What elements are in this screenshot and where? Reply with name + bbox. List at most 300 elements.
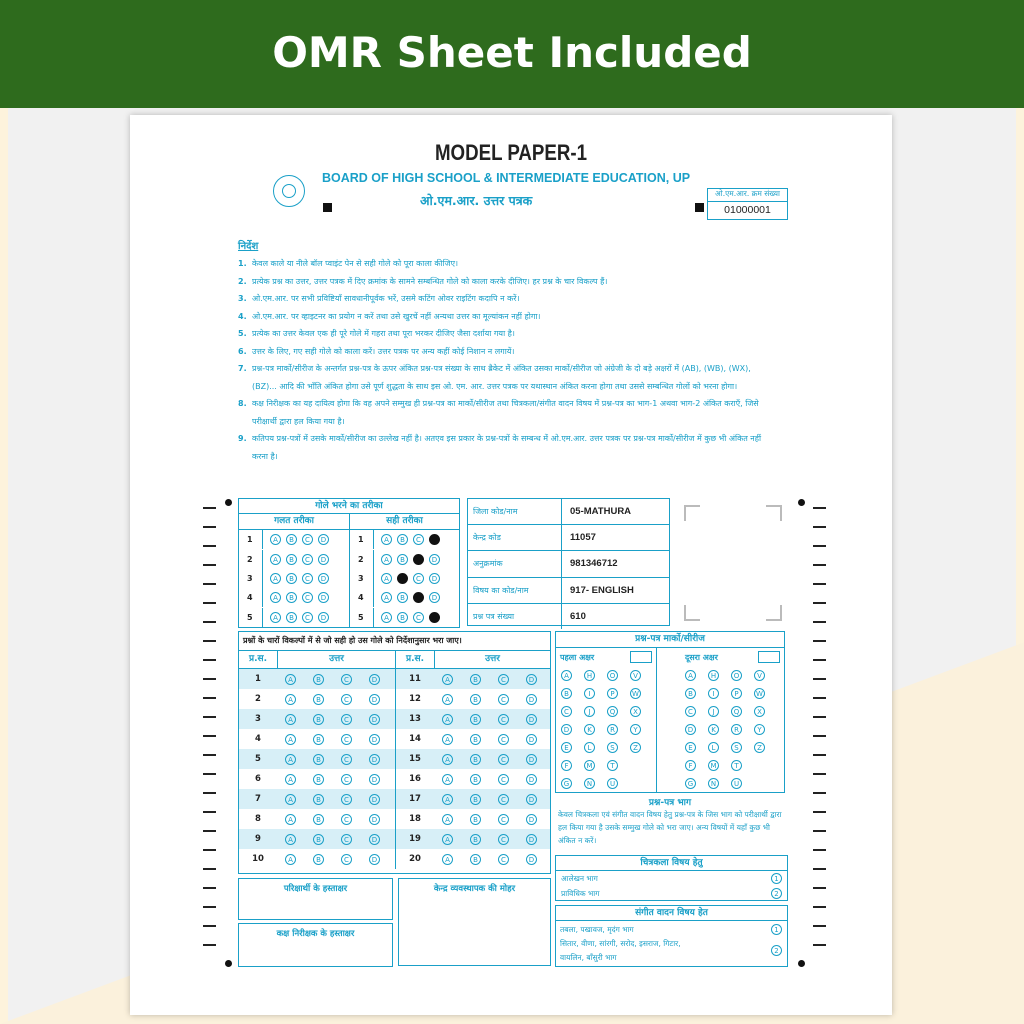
series-row — [561, 684, 656, 702]
option-bubble[interactable]: D — [369, 854, 380, 865]
info-value[interactable]: 981346712 — [570, 558, 618, 570]
question-row — [396, 809, 550, 829]
music-box — [555, 905, 788, 967]
timing-tick — [203, 944, 216, 946]
second-letter-label: दूसरा अक्षर — [685, 652, 718, 662]
option-bubble[interactable]: C — [341, 694, 352, 705]
option-bubble[interactable]: B — [397, 592, 408, 603]
instruction-number: 9. — [238, 434, 247, 443]
option-bubble[interactable]: C — [498, 774, 509, 785]
option-bubble[interactable]: C — [341, 714, 352, 725]
instructions-heading: निर्देश — [238, 241, 259, 252]
music-part-2-bubble[interactable]: 2 — [771, 945, 782, 956]
row-number: 2 — [247, 554, 253, 564]
option-bubble[interactable]: B — [397, 573, 408, 584]
option-bubble[interactable]: C — [498, 854, 509, 865]
option-bubble[interactable]: A — [442, 674, 453, 685]
music-line-2: सितार, वीणा, सांरगी, सरोद, इसराज, गिटार, — [560, 939, 681, 948]
banner — [0, 0, 1024, 108]
option-bubble[interactable]: D — [526, 674, 537, 685]
option-bubble[interactable]: W — [754, 688, 765, 699]
instruction-item — [238, 430, 768, 465]
option-bubble[interactable]: C — [498, 694, 509, 705]
option-bubble[interactable]: C — [302, 534, 313, 545]
option-bubble[interactable]: B — [470, 854, 481, 865]
option-bubble[interactable]: B — [313, 674, 324, 685]
instruction-text: केवल काले या नीले बॉल प्वाइंट पेन से सही गोले को पूरा काला कीजिए। — [252, 259, 459, 268]
option-bubble[interactable]: A — [285, 834, 296, 845]
option-bubble[interactable]: B — [313, 694, 324, 705]
option-bubble[interactable]: B — [286, 612, 297, 623]
option-bubble[interactable]: B — [286, 592, 297, 603]
music-title: संगीत वादन विषय हेत — [556, 906, 787, 921]
option-bubble[interactable]: B — [470, 834, 481, 845]
option-bubble[interactable]: N — [708, 778, 719, 789]
second-letter-bubbles[interactable] — [657, 666, 784, 792]
option-bubble[interactable]: C — [498, 674, 509, 685]
part-text: केवल चित्रकला एवं संगीत वादन विषय हेतु प्रश्न-पत्र के जिस भाग को परीक्षार्थी द्वारा हल किया गया है उसके सम्मुख गोले को भरा जाए। अन्य विषयों में यहाँ कुछ भी अंकित न करें। — [558, 810, 782, 845]
option-bubble[interactable]: D — [369, 834, 380, 845]
candidate-signature-box[interactable] — [238, 878, 393, 920]
timing-tick — [203, 773, 216, 775]
option-bubble[interactable]: M — [584, 760, 595, 771]
board-name: BOARD OF HIGH SCHOOL & INTERMEDIATE EDUCATION, UP — [322, 171, 691, 185]
timing-tick — [813, 621, 826, 623]
timing-tick — [203, 830, 216, 832]
option-bubble[interactable]: A — [442, 774, 453, 785]
question-row — [396, 789, 550, 809]
option-bubble[interactable]: P — [731, 688, 742, 699]
question-number: 1 — [255, 674, 261, 684]
option-bubble[interactable]: U — [607, 778, 618, 789]
series-row — [561, 738, 656, 756]
banner-title: OMR Sheet Included — [272, 28, 752, 77]
option-bubble[interactable]: X — [630, 706, 641, 717]
option-bubble[interactable]: B — [313, 754, 324, 765]
timing-tick — [203, 849, 216, 851]
option-bubble[interactable]: D — [318, 592, 329, 603]
center-seal-label: केन्द्र व्यवस्थापक की मोहर — [433, 884, 516, 894]
timing-tick — [203, 621, 216, 623]
series-row — [685, 738, 784, 756]
question-row — [239, 809, 395, 829]
option-bubble[interactable]: C — [561, 706, 572, 717]
option-bubble[interactable]: H — [708, 670, 719, 681]
option-bubble[interactable]: C — [341, 834, 352, 845]
option-bubble[interactable]: A — [442, 734, 453, 745]
series-row — [561, 666, 656, 684]
part-title: प्रश्न-पत्र भाग — [648, 798, 692, 808]
timing-tick — [203, 887, 216, 889]
timing-tick — [203, 526, 216, 528]
option-bubble[interactable]: D — [369, 774, 380, 785]
question-row — [239, 729, 395, 749]
info-label: जिला कोड/नाम — [468, 499, 562, 524]
option-bubble[interactable]: D — [429, 592, 440, 603]
option-bubble[interactable]: B — [313, 814, 324, 825]
question-number: 4 — [255, 734, 261, 744]
option-bubble[interactable]: C — [413, 592, 424, 603]
option-bubble[interactable]: C — [413, 612, 424, 623]
timing-tick — [813, 754, 826, 756]
option-bubble[interactable]: D — [369, 694, 380, 705]
option-bubble[interactable]: A — [285, 754, 296, 765]
option-bubble[interactable]: C — [413, 534, 424, 545]
option-bubble[interactable]: D — [526, 834, 537, 845]
instruction-item — [238, 395, 768, 430]
option-bubble[interactable]: B — [470, 674, 481, 685]
option-bubble[interactable]: C — [413, 554, 424, 565]
option-bubble[interactable]: C — [341, 734, 352, 745]
option-bubble[interactable]: M — [708, 760, 719, 771]
instruction-number: 3. — [238, 294, 247, 303]
option-bubble[interactable]: C — [685, 706, 696, 717]
option-bubble[interactable]: A — [381, 573, 392, 584]
question-number: 9 — [255, 834, 261, 844]
row-number: 2 — [358, 554, 364, 564]
option-bubble[interactable]: O — [607, 670, 618, 681]
answer-label: उत्तर — [329, 654, 344, 664]
option-bubble[interactable]: C — [341, 814, 352, 825]
question-number: 11 — [409, 674, 421, 684]
option-bubble[interactable]: Q — [607, 706, 618, 717]
option-bubble[interactable]: B — [286, 534, 297, 545]
option-bubble[interactable]: C — [498, 814, 509, 825]
option-bubble[interactable]: B — [685, 688, 696, 699]
option-bubble[interactable]: B — [286, 573, 297, 584]
music-part-1-bubble[interactable]: 1 — [771, 924, 782, 935]
option-bubble[interactable]: A — [381, 554, 392, 565]
option-bubble[interactable]: D — [429, 612, 440, 623]
option-bubble[interactable]: J — [584, 706, 595, 717]
option-bubble[interactable]: B — [470, 794, 481, 805]
model-paper-title: MODEL PAPER-1 — [434, 140, 588, 165]
photo-area — [684, 505, 782, 621]
option-bubble[interactable]: C — [341, 794, 352, 805]
option-bubble[interactable]: D — [369, 794, 380, 805]
timing-tick — [203, 735, 216, 737]
option-bubble[interactable]: E — [685, 742, 696, 753]
right-method-row — [350, 608, 459, 627]
invigilator-signature-box[interactable] — [238, 923, 393, 967]
option-bubble[interactable]: A — [285, 814, 296, 825]
timing-mark-icon — [323, 203, 332, 212]
option-bubble[interactable]: O — [731, 670, 742, 681]
option-bubble[interactable]: C — [302, 592, 313, 603]
option-bubble[interactable]: B — [470, 774, 481, 785]
option-bubble[interactable]: A — [270, 534, 281, 545]
option-bubble[interactable]: B — [313, 714, 324, 725]
option-bubble[interactable]: C — [302, 612, 313, 623]
timing-tick — [813, 925, 826, 927]
option-bubble[interactable]: V — [754, 670, 765, 681]
option-bubble[interactable]: L — [584, 742, 595, 753]
option-bubble[interactable]: B — [313, 794, 324, 805]
option-bubble[interactable]: Y — [630, 724, 641, 735]
option-bubble[interactable]: D — [369, 814, 380, 825]
option-bubble[interactable]: A — [285, 674, 296, 685]
option-bubble[interactable]: D — [369, 734, 380, 745]
question-row — [239, 769, 395, 789]
option-bubble[interactable]: J — [708, 706, 719, 717]
option-bubble[interactable]: C — [341, 774, 352, 785]
answer-column-right — [396, 669, 550, 869]
option-bubble[interactable]: B — [470, 814, 481, 825]
option-bubble[interactable]: A — [270, 592, 281, 603]
question-number: 20 — [409, 854, 421, 864]
question-number: 14 — [409, 734, 421, 744]
option-bubble[interactable]: I — [708, 688, 719, 699]
option-bubble[interactable]: B — [470, 734, 481, 745]
drawing-part-bubble[interactable]: 1 — [771, 873, 782, 884]
option-bubble[interactable]: A — [270, 573, 281, 584]
option-bubble[interactable]: T — [731, 760, 742, 771]
option-bubble[interactable]: G — [561, 778, 572, 789]
option-bubble[interactable]: D — [526, 754, 537, 765]
option-bubble[interactable]: C — [498, 794, 509, 805]
option-bubble[interactable]: A — [285, 774, 296, 785]
option-bubble[interactable]: D — [429, 554, 440, 565]
option-bubble[interactable]: A — [442, 794, 453, 805]
option-bubble[interactable]: D — [318, 534, 329, 545]
timing-tick — [813, 659, 826, 661]
option-bubble[interactable]: A — [285, 854, 296, 865]
option-bubble[interactable]: D — [526, 854, 537, 865]
question-number: 3 — [255, 714, 261, 724]
option-bubble[interactable]: B — [313, 854, 324, 865]
option-bubble[interactable]: C — [302, 554, 313, 565]
option-bubble[interactable]: D — [318, 573, 329, 584]
option-bubble[interactable]: A — [442, 854, 453, 865]
option-bubble[interactable]: D — [526, 694, 537, 705]
option-bubble[interactable]: Z — [754, 742, 765, 753]
info-row — [468, 604, 669, 629]
series-row — [561, 756, 656, 774]
option-bubble[interactable]: K — [708, 724, 719, 735]
option-bubble[interactable]: D — [561, 724, 572, 735]
option-bubble[interactable]: B — [313, 834, 324, 845]
option-bubble[interactable]: A — [381, 534, 392, 545]
timing-tick — [813, 640, 826, 642]
drawing-part-bubble[interactable]: 2 — [771, 888, 782, 899]
option-bubble[interactable]: I — [584, 688, 595, 699]
option-bubble[interactable]: B — [397, 554, 408, 565]
option-bubble[interactable]: N — [584, 778, 595, 789]
option-bubble[interactable]: A — [285, 694, 296, 705]
wrong-method-row — [239, 608, 349, 627]
option-bubble[interactable]: C — [498, 834, 509, 845]
question-number: 18 — [409, 814, 421, 824]
timing-tick — [813, 811, 826, 813]
board-logo-icon — [273, 175, 305, 207]
instruction-text: ओ.एम.आर. पर सभी प्रविष्टियाँ सावधानीपूर्वक भरें, उसमे कटिंग ओवर राइटिंग कदापि न करें। — [252, 294, 520, 303]
timing-tick — [813, 716, 826, 718]
option-bubble[interactable]: A — [270, 554, 281, 565]
option-bubble[interactable]: D — [685, 724, 696, 735]
instruction-item — [238, 360, 768, 395]
timing-tick — [203, 545, 216, 547]
timing-tick — [813, 906, 826, 908]
instruction-text: उत्तर के लिए, गए सही गोले को काला करें। उत्तर पत्रक पर अन्य कहीं कोई निशान न लगायें। — [252, 346, 515, 356]
series-box — [555, 631, 785, 793]
option-bubble[interactable]: D — [318, 612, 329, 623]
option-bubble[interactable]: D — [526, 814, 537, 825]
option-bubble[interactable]: B — [470, 754, 481, 765]
info-value[interactable]: 610 — [570, 610, 586, 622]
option-bubble[interactable]: A — [285, 734, 296, 745]
info-value[interactable]: 05-MATHURA — [570, 506, 632, 518]
timing-mark-icon — [695, 203, 704, 212]
answer-header: प्रश्नों के चारों विकल्पों में से जो सही हो उस गोले को निर्देशानुसार भरा जाए। — [239, 632, 550, 651]
candidate-signature-label: परिक्षार्थी के हस्ताक्षर — [283, 884, 348, 894]
option-bubble[interactable]: A — [285, 794, 296, 805]
question-row — [396, 769, 550, 789]
option-bubble[interactable]: U — [731, 778, 742, 789]
option-bubble[interactable]: C — [341, 854, 352, 865]
drawing-part-row — [556, 886, 787, 901]
option-bubble[interactable]: L — [708, 742, 719, 753]
option-bubble[interactable]: B — [561, 688, 572, 699]
option-bubble[interactable]: B — [397, 612, 408, 623]
option-bubble[interactable]: B — [397, 534, 408, 545]
row-number: 1 — [247, 535, 253, 545]
option-bubble[interactable]: A — [442, 754, 453, 765]
option-bubble[interactable]: A — [561, 670, 572, 681]
option-bubble[interactable]: C — [302, 573, 313, 584]
info-row — [468, 499, 669, 525]
option-bubble[interactable]: G — [685, 778, 696, 789]
timing-tick — [203, 754, 216, 756]
option-bubble[interactable]: B — [313, 734, 324, 745]
option-bubble[interactable]: A — [685, 670, 696, 681]
series-row — [685, 684, 784, 702]
instruction-item — [238, 255, 768, 273]
option-bubble[interactable]: D — [369, 754, 380, 765]
option-bubble[interactable]: A — [381, 612, 392, 623]
timing-tick — [203, 792, 216, 794]
instruction-item — [238, 273, 768, 291]
option-bubble[interactable]: R — [731, 724, 742, 735]
option-bubble[interactable]: A — [442, 714, 453, 725]
timing-tick — [813, 678, 826, 680]
option-bubble[interactable]: D — [318, 554, 329, 565]
wrong-method-row — [239, 569, 349, 588]
option-bubble[interactable]: H — [584, 670, 595, 681]
option-bubble[interactable]: F — [685, 760, 696, 771]
first-letter-bubbles[interactable] — [556, 666, 656, 792]
instruction-item — [238, 290, 768, 308]
option-bubble[interactable]: D — [429, 573, 440, 584]
option-bubble[interactable]: B — [470, 714, 481, 725]
option-bubble[interactable]: B — [313, 774, 324, 785]
wrong-method-row — [239, 588, 349, 607]
option-bubble[interactable]: C — [341, 674, 352, 685]
option-bubble[interactable]: D — [526, 774, 537, 785]
option-bubble[interactable]: D — [429, 534, 440, 545]
option-bubble[interactable]: S — [731, 742, 742, 753]
info-row — [468, 578, 669, 604]
option-bubble[interactable]: A — [285, 714, 296, 725]
option-bubble[interactable]: B — [470, 694, 481, 705]
instruction-text: प्रत्येक प्रश्न का उत्तर, उत्तर पत्रक में दिए क्रमांक के सामने सम्बन्धित गोले को काला करके दीजिए। हर प्रश्न के चार विकल्प हैं। — [252, 276, 608, 286]
option-bubble[interactable]: D — [369, 714, 380, 725]
option-bubble[interactable]: T — [607, 760, 618, 771]
question-row — [239, 689, 395, 709]
instruction-number: 4. — [238, 311, 247, 321]
instruction-number: 7. — [238, 364, 247, 373]
question-number: 15 — [409, 754, 421, 764]
timing-tick — [203, 811, 216, 813]
series-row — [561, 774, 656, 792]
instruction-number: 5. — [238, 329, 247, 338]
option-bubble[interactable]: C — [498, 734, 509, 745]
option-bubble[interactable]: F — [561, 760, 572, 771]
timing-tick — [203, 507, 216, 509]
answer-label: उत्तर — [485, 654, 500, 664]
question-row — [239, 709, 395, 729]
question-number: 8 — [255, 814, 261, 824]
option-bubble[interactable]: A — [381, 592, 392, 603]
option-bubble[interactable]: D — [369, 674, 380, 685]
option-bubble[interactable]: K — [584, 724, 595, 735]
option-bubble[interactable]: A — [442, 694, 453, 705]
timing-tick — [813, 583, 826, 585]
option-bubble[interactable]: S — [607, 742, 618, 753]
option-bubble[interactable]: D — [526, 714, 537, 725]
option-bubble[interactable]: Y — [754, 724, 765, 735]
question-number: 10 — [252, 854, 264, 864]
option-bubble[interactable]: X — [754, 706, 765, 717]
option-bubble[interactable]: R — [607, 724, 618, 735]
option-bubble[interactable]: D — [526, 734, 537, 745]
option-bubble[interactable]: A — [442, 814, 453, 825]
timing-tick — [813, 526, 826, 528]
option-bubble[interactable]: C — [413, 573, 424, 584]
candidate-info-table — [467, 498, 670, 626]
timing-tick — [813, 830, 826, 832]
drawing-title: चित्रकला विषय हेतु — [556, 856, 787, 871]
timing-tick — [813, 944, 826, 946]
option-bubble[interactable]: P — [607, 688, 618, 699]
option-bubble[interactable]: C — [498, 714, 509, 725]
option-bubble[interactable]: A — [442, 834, 453, 845]
question-row — [396, 849, 550, 869]
info-label: केन्द्र कोड — [468, 525, 562, 550]
series-row — [685, 774, 784, 792]
timing-tick — [203, 716, 216, 718]
omr-sheet — [130, 115, 892, 1015]
option-bubble[interactable]: V — [630, 670, 641, 681]
instruction-item — [238, 308, 768, 326]
option-bubble[interactable]: Z — [630, 742, 641, 753]
option-bubble[interactable]: A — [270, 612, 281, 623]
wrong-method-column — [239, 530, 350, 627]
option-bubble[interactable]: C — [498, 754, 509, 765]
option-bubble[interactable]: D — [526, 794, 537, 805]
row-number: 5 — [247, 612, 253, 622]
option-bubble[interactable]: E — [561, 742, 572, 753]
option-bubble[interactable]: B — [286, 554, 297, 565]
info-value[interactable]: 11057 — [570, 532, 596, 544]
question-number: 5 — [255, 754, 261, 764]
option-bubble[interactable]: Q — [731, 706, 742, 717]
question-row — [396, 669, 550, 689]
option-bubble[interactable]: W — [630, 688, 641, 699]
info-value[interactable]: 917- ENGLISH — [570, 584, 634, 596]
option-bubble[interactable]: C — [341, 754, 352, 765]
timing-tick — [203, 564, 216, 566]
row-number: 3 — [358, 573, 364, 583]
